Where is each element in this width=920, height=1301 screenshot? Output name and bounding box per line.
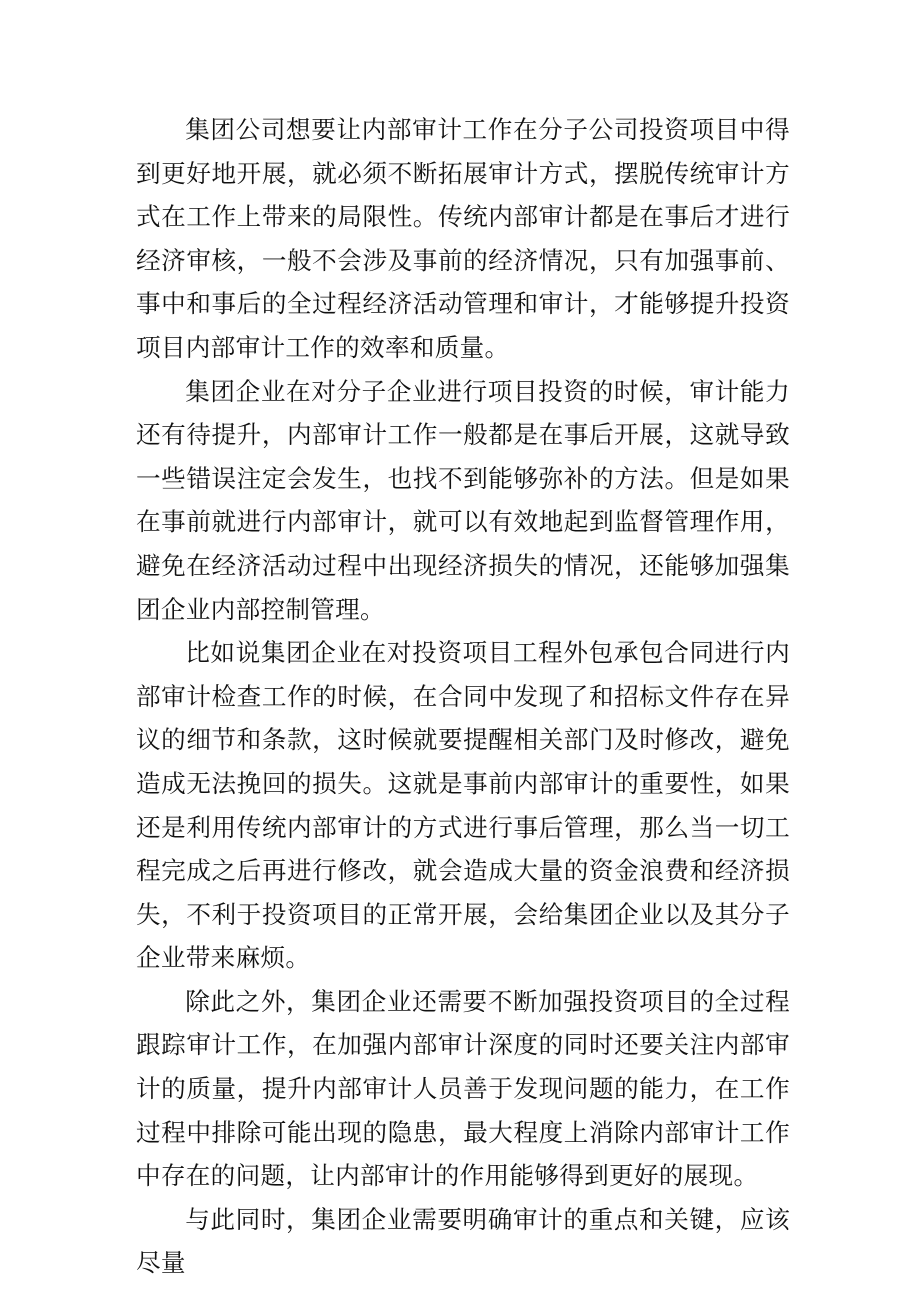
paragraph-1: 集团公司想要让内部审计工作在分子公司投资项目中得到更好地开展，就必须不断拓展审计方式，摆脱传统审计方式在工作上带来的局限性。传统内部审计都是在事后才进行经济审核，一般不会涉及事前的经济情况，只有加强事前、事中和事后的全过程经济活动管理和审计，才能够提升投资项目内部审计工作的效率和质量。 [136,115,790,362]
paragraph-5: 与此同时，集团企业需要明确审计的重点和关键，应该尽量 [136,1204,790,1278]
document-body [136,108,790,1285]
paragraph-2: 集团企业在对分子企业进行项目投资的时候，审计能力还有待提升，内部审计工作一般都是在事后开展，这就导致一些错误注定会发生，也找不到能够弥补的方法。但是如果在事前就进行内部审计，就可以有效地起到监督管理作用，避免在经济活动过程中出现经济损失的情况，还能够加强集团企业内部控制管理。 [136,376,790,624]
paragraph-3: 比如说集团企业在对投资项目工程外包承包合同进行内部审计检查工作的时候，在合同中发现了和招标文件存在异议的细节和条款，这时候就要提醒相关部门及时修改，避免造成无法挽回的损失。这就是事前内部审计的重要性，如果还是利用传统内部审计的方式进行事后管理，那么当一切工程完成之后再进行修改，就会造成大量的资金浪费和经济损失，不利于投资项目的正常开展，会给集团企业以及其分子企业带来麻烦。 [136,638,790,973]
paragraph-4: 除此之外，集团企业还需要不断加强投资项目的全过程跟踪审计工作，在加强内部审计深度的同时还要关注内部审计的质量，提升内部审计人员善于发现问题的能力，在工作过程中排除可能出现的隐患，最大程度上消除内部审计工作中存在的问题，让内部审计的作用能够得到更好的展现。 [136,986,790,1191]
